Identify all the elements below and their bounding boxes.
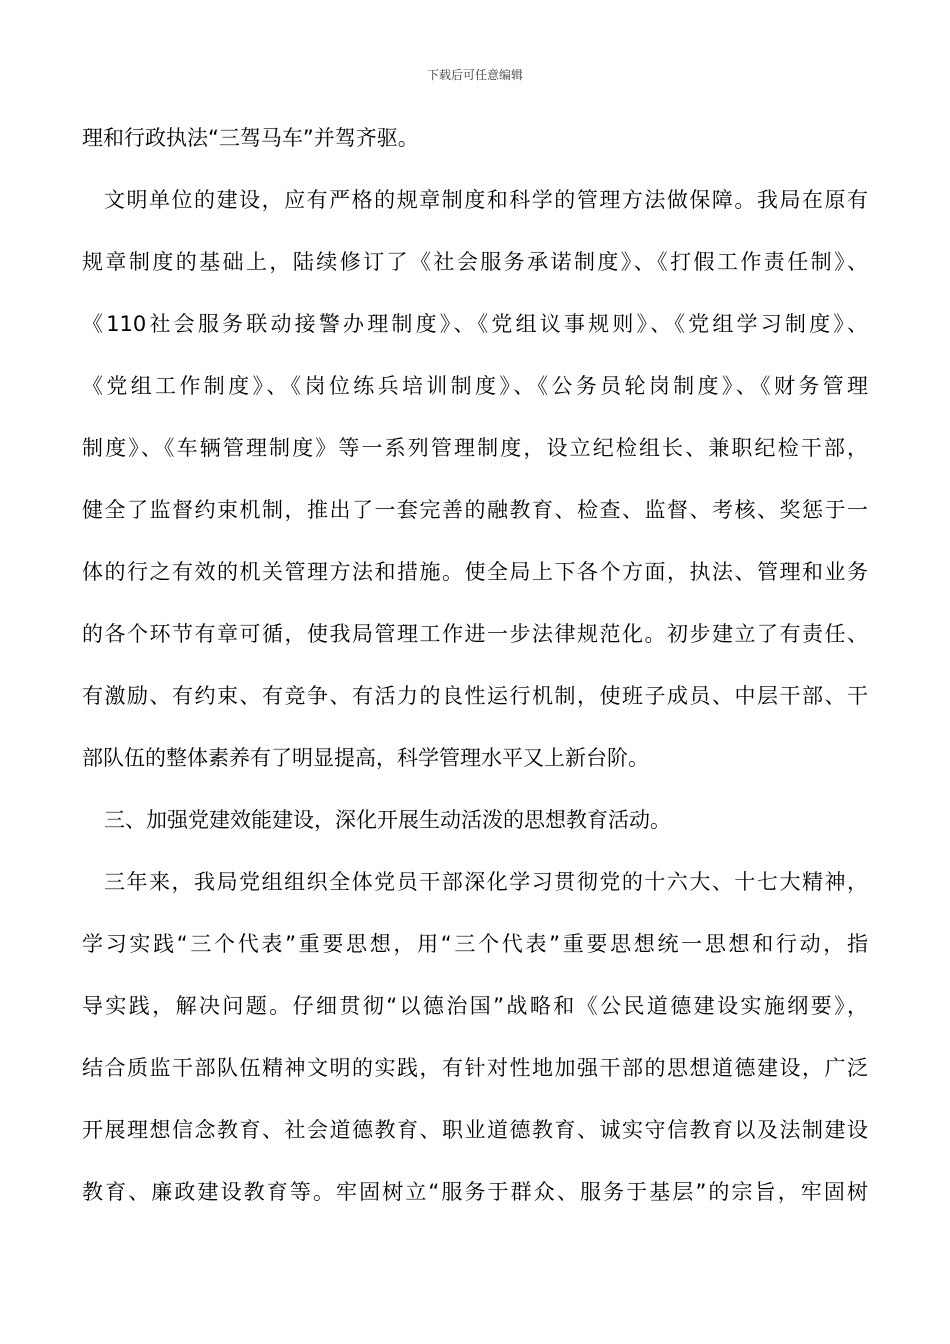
text-line: 《110社会服务联动接警办理制度》、《党组议事规则》、《党组学习制度》、 <box>82 312 868 336</box>
body-text <box>82 113 868 1229</box>
text-line: 教育、廉政建设教育等。牢固树立“服务于群众、服务于基层”的宗旨，牢固树 <box>82 1180 868 1204</box>
text-line: 结合质监干部队伍精神文明的实践，有针对性地加强干部的思想道德建设，广泛 <box>82 1056 868 1080</box>
text-line: 制度》、《车辆管理制度》等一系列管理制度，设立纪检组长、兼职纪检干部， <box>82 436 868 460</box>
text-line: 三年来，我局党组组织全体党员干部深化学习贯彻党的十六大、十七大精神， <box>104 870 868 894</box>
text-line: 《党组工作制度》、《岗位练兵培训制度》、《公务员轮岗制度》、《财务管理 <box>82 374 868 398</box>
text-line: 理和行政执法“三驾马车”并驾齐驱。 <box>82 126 419 150</box>
text-line: 导实践，解决问题。仔细贯彻“以德治国”战略和《公民道德建设实施纲要》， <box>82 994 868 1018</box>
text-line: 体的行之有效的机关管理方法和措施。使全局上下各个方面，执法、管理和业务 <box>82 560 868 584</box>
header-note: 下载后可任意编辑 <box>426 68 523 82</box>
text-line: 的各个环节有章可循，使我局管理工作进一步法律规范化。初步建立了有责任、 <box>82 622 868 646</box>
text-line: 开展理想信念教育、社会道德教育、职业道德教育、诚实守信教育以及法制建设 <box>82 1118 868 1142</box>
text-line: 健全了监督约束机制，推出了一套完善的融教育、检查、监督、考核、奖惩于一 <box>82 498 868 522</box>
text-line: 部队伍的整体素养有了明显提高，科学管理水平又上新台阶。 <box>82 746 649 770</box>
text-line: 规章制度的基础上，陆续修订了《社会服务承诺制度》、《打假工作责任制》、 <box>82 250 868 274</box>
text-line: 学习实践“三个代表”重要思想，用“三个代表”重要思想统一思想和行动，指 <box>82 932 868 956</box>
section-heading: 三、加强党建效能建设，深化开展生动活泼的思想教育活动。 <box>104 808 671 832</box>
text-line: 文明单位的建设，应有严格的规章制度和科学的管理方法做保障。我局在原有 <box>104 188 868 212</box>
text-line: 有激励、有约束、有竞争、有活力的良性运行机制，使班子成员、中层干部、干 <box>82 684 868 708</box>
